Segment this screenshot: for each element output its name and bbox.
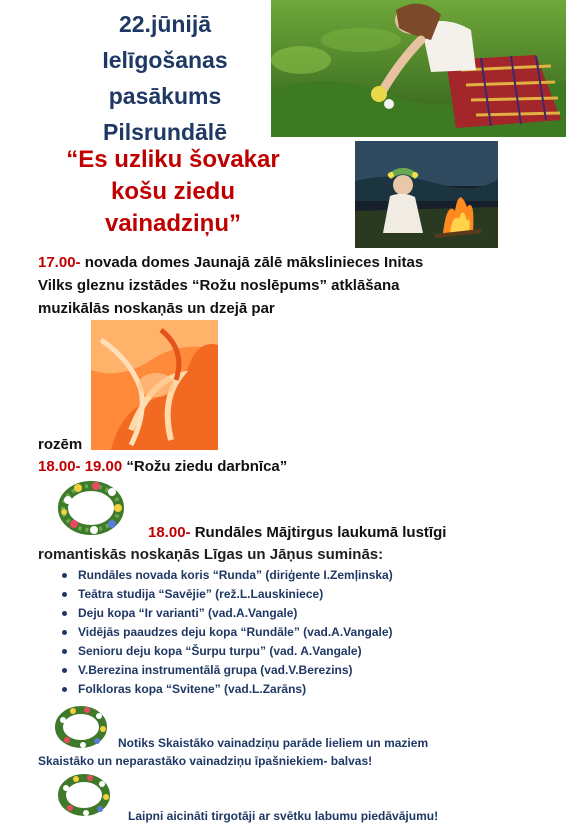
event-title	[60, 6, 270, 150]
market-time: 18.00-	[148, 524, 191, 541]
market-text: Rundāles Mājtirgus laukumā lustīgi	[190, 524, 447, 541]
list-item: V.Berezina instrumentālā grupa (vad.V.Berezins)	[58, 661, 393, 680]
wreath-icon	[53, 704, 109, 750]
subtitle-line: vainadziņu”	[104, 210, 242, 237]
subtitle-line: košu ziedu	[110, 178, 236, 205]
exhibition-time: 17.00-	[38, 254, 81, 271]
list-item: Rundāles novada koris “Runda” (diriģente I.Zemļinska)	[58, 566, 393, 585]
list-item: Teātra studija “Savējie” (rež.L.Lauskiniece)	[58, 585, 393, 604]
exhibition-line: muzikālās noskaņās un dzejā par	[38, 300, 275, 317]
exhibition-roses-word: rozēm	[38, 436, 83, 453]
workshop-time: 18.00- 19.00	[38, 458, 123, 475]
workshop-event	[38, 458, 287, 475]
exhibition-text: novada domes Jaunajā zālē mākslinieces Initas	[80, 254, 424, 271]
list-item: Deju kopa “Ir varianti” (vad.A.Vangale)	[58, 604, 393, 623]
list-item: Folkloras kopa “Svitene” (vad.L.Zarāns)	[58, 680, 393, 699]
rose-painting	[91, 320, 218, 450]
title-line: Pilsrundālē	[103, 119, 227, 145]
prizes-note: Skaistāko un neparastāko vainadziņu īpašniekiem- balvas!	[38, 754, 373, 768]
photo-woman-picking-flowers	[271, 0, 566, 137]
market-event	[148, 524, 446, 541]
workshop-text: “Rožu ziedu darbnīca”	[122, 458, 288, 475]
wreath-icon	[56, 772, 112, 818]
parade-note: Notiks Skaistāko vainadziņu parāde lieliem un maziem	[118, 736, 429, 750]
title-line: pasākums	[108, 83, 222, 109]
list-item: Senioru deju kopa “Šurpu turpu” (vad. A.Vangale)	[58, 642, 393, 661]
market-event-line2: romantiskās noskaņās Līgas un Jāņus suminās:	[38, 546, 384, 563]
photo-bonfire-girl	[355, 141, 498, 248]
exhibition-event	[38, 251, 498, 320]
exhibition-line	[38, 251, 498, 274]
vendors-invitation: Laipni aicināti tirgotāji ar svētku labumu piedāvājumu!	[128, 809, 439, 823]
subtitle-line: “Es uzliku šovakar	[66, 146, 280, 173]
title-line: 22.jūnijā	[118, 11, 212, 37]
list-item: Vidējās paaudzes deju kopa “Rundāle” (vad.A.Vangale)	[58, 623, 393, 642]
event-subtitle	[28, 144, 318, 240]
wreath-icon	[56, 478, 126, 538]
exhibition-line: Vilks gleznu izstādes “Rožu noslēpums” atklāšana	[38, 277, 400, 294]
performers-list	[58, 566, 393, 699]
title-line: Ielīgošanas	[102, 47, 228, 73]
